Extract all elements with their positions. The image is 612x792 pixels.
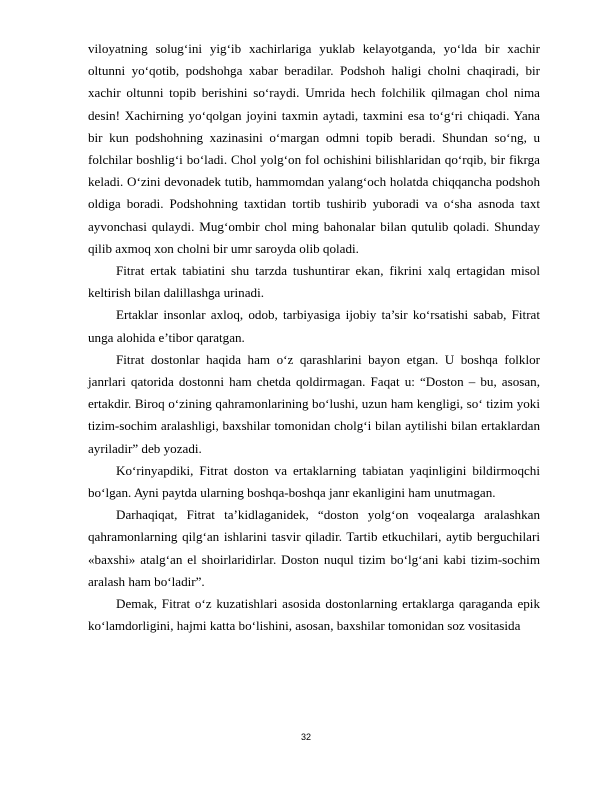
paragraph-6: Darhaqiqat, Fitrat ta’kidlaganidek, “doston yolg‘on voqealarga aralashkan qahramonlarning qilg‘an ishlarini tasvir qiladir. Tartib etkuchilari, aytib berguchilari «baxshi» atalg‘an el shoirlaridirlar. Doston nuqul tizim bo‘lg‘ani kabi tizim-sochim aralash ham bo‘ladir”.: [88, 507, 540, 589]
document-body: [88, 38, 540, 637]
paragraph-3: Ertaklar insonlar axloq, odob, tarbiyasiga ijobiy ta’sir ko‘rsatishi sabab, Fitrat unga alohida e’tibor qaratgan.: [88, 307, 540, 345]
paragraph-4: Fitrat dostonlar haqida ham o‘z qarashlarini bayon etgan. U boshqa folklor janrlari qatorida dostonni ham chetda qoldirmagan. Faqat u: “Doston – bu, asosan, ertakdir. Biroq o‘zining qahramonlarining bo‘lushi, uzun ham kengligi, so‘ tizim yoki tizim-sochim aralashligi, baxshilar tomonidan cholg‘i bilan aytilishi bilan ertaklardan ayriladir” deb yozadi.: [88, 351, 540, 456]
paragraph-7: Demak, Fitrat o‘z kuzatishlari asosida dostonlarning ertaklarga qaraganda epik ko‘lamdorligini, hajmi katta bo‘lishini, asosan, baxshilar tomonidan soz vositasida: [88, 596, 540, 634]
page-number: 32: [300, 732, 311, 742]
paragraph-5: Ko‘rinyapdiki, Fitrat doston va ertaklarning tabiatan yaqinligini bildirmoqchi bo‘lgan. Ayni paytda ularning boshqa-boshqa janr ekanligini ham unutmagan.: [88, 462, 540, 501]
paragraph-1: viloyatning solug‘ini yig‘ib xachirlariga yuklab kelayotganda, yo‘lda bir xachir oltunni yo‘qotib, podshohga xabar beradilar. Podshoh haligi cholni chaqiradi, bir xachir oltunni topib berishini so‘raydi. Umrida hech folchilik qilmagan chol nima desin! Xachirning yo‘qolgan joyini taxmin aytadi, taxmini esa to‘g‘ri chiqadi. Yana bir kun podshohning xazinasini o‘margan odmni topib beradi. Shundan so‘ng, u folchilar boshlig‘i bo‘ladi. Chol yolg‘on fol ochishini bilishlaridan qo‘rqib, bir fikrga keladi. O‘zini devonadek tutib, hammomdan yalang‘och holatda chiqqancha podshoh oldiga boradi. Podshohning taxtidan tortib tushirib yuboradi va o‘sha asnoda taxt ayvonchasi qulaydi. Mug‘ombir chol ming bahonalar bilan qutulib qoladi. Shunday qilib axmoq xon cholni bir umr saroyda olib qoladi.: [88, 41, 540, 256]
paragraph-2: Fitrat ertak tabiatini shu tarzda tushuntirar ekan, fikrini xalq ertagidan misol keltirish bilan dalillashga urinadi.: [88, 263, 540, 301]
